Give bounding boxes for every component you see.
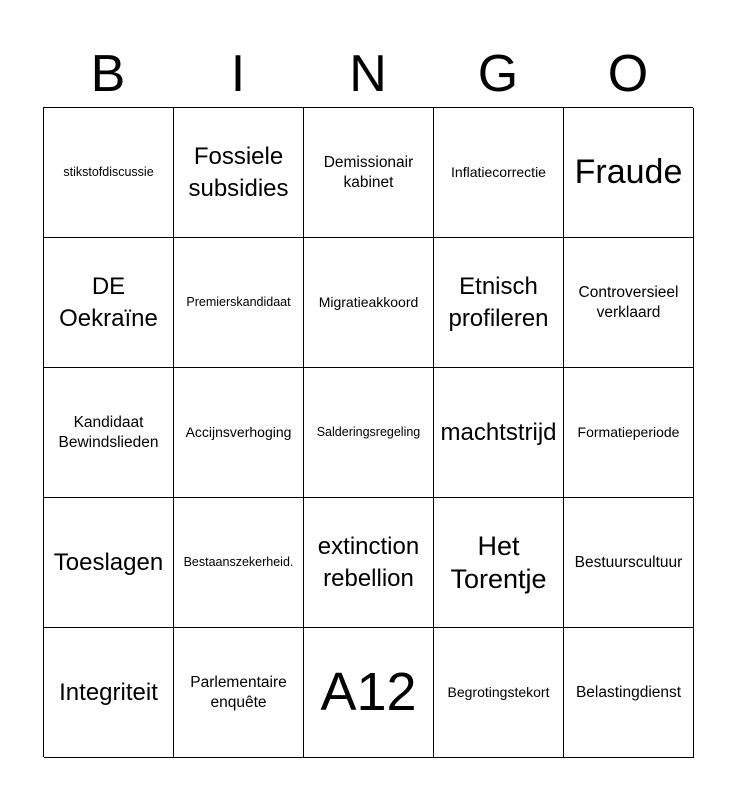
bingo-cell[interactable]: Kandidaat Bewindslieden	[44, 368, 174, 498]
bingo-cell[interactable]: Integriteit	[44, 628, 174, 758]
bingo-cell[interactable]: Demissionair kabinet	[304, 108, 434, 238]
bingo-cell[interactable]: stikstofdiscussie	[44, 108, 174, 238]
bingo-header	[43, 40, 693, 108]
bingo-cell[interactable]: Toeslagen	[44, 498, 174, 628]
bingo-cell[interactable]: Premierskandidaat	[174, 238, 304, 368]
bingo-cell[interactable]: Bestaanszekerheid.	[174, 498, 304, 628]
bingo-cell[interactable]: Fossiele subsidies	[174, 108, 304, 238]
bingo-cell[interactable]: Accijnsverhoging	[174, 368, 304, 498]
bingo-cell[interactable]: Fraude	[564, 108, 694, 238]
bingo-board	[43, 107, 693, 757]
bingo-cell[interactable]: Begrotingstekort	[434, 628, 564, 758]
header-letter-o: O	[607, 45, 649, 103]
header-letter-n: N	[349, 45, 387, 103]
bingo-cell[interactable]: Controversieel verklaard	[564, 238, 694, 368]
header-letter-b: B	[90, 45, 126, 103]
bingo-cell[interactable]: A12	[304, 628, 434, 758]
bingo-cell[interactable]: Formatieperiode	[564, 368, 694, 498]
header-letter-g: G	[477, 45, 519, 103]
bingo-cell[interactable]: extinction rebellion	[304, 498, 434, 628]
bingo-cell[interactable]: Belastingdienst	[564, 628, 694, 758]
bingo-cell[interactable]: DE Oekraïne	[44, 238, 174, 368]
bingo-cell[interactable]: machtstrijd	[434, 368, 564, 498]
bingo-cell[interactable]: Migratieakkoord	[304, 238, 434, 368]
bingo-cell[interactable]: Parlementaire enquête	[174, 628, 304, 758]
bingo-cell[interactable]: Etnisch profileren	[434, 238, 564, 368]
bingo-cell[interactable]: Inflatiecorrectie	[434, 108, 564, 238]
header-letter-i: I	[230, 45, 246, 103]
bingo-cell[interactable]: Salderingsregeling	[304, 368, 434, 498]
bingo-cell[interactable]: Bestuurscultuur	[564, 498, 694, 628]
bingo-cell[interactable]: Het Torentje	[434, 498, 564, 628]
